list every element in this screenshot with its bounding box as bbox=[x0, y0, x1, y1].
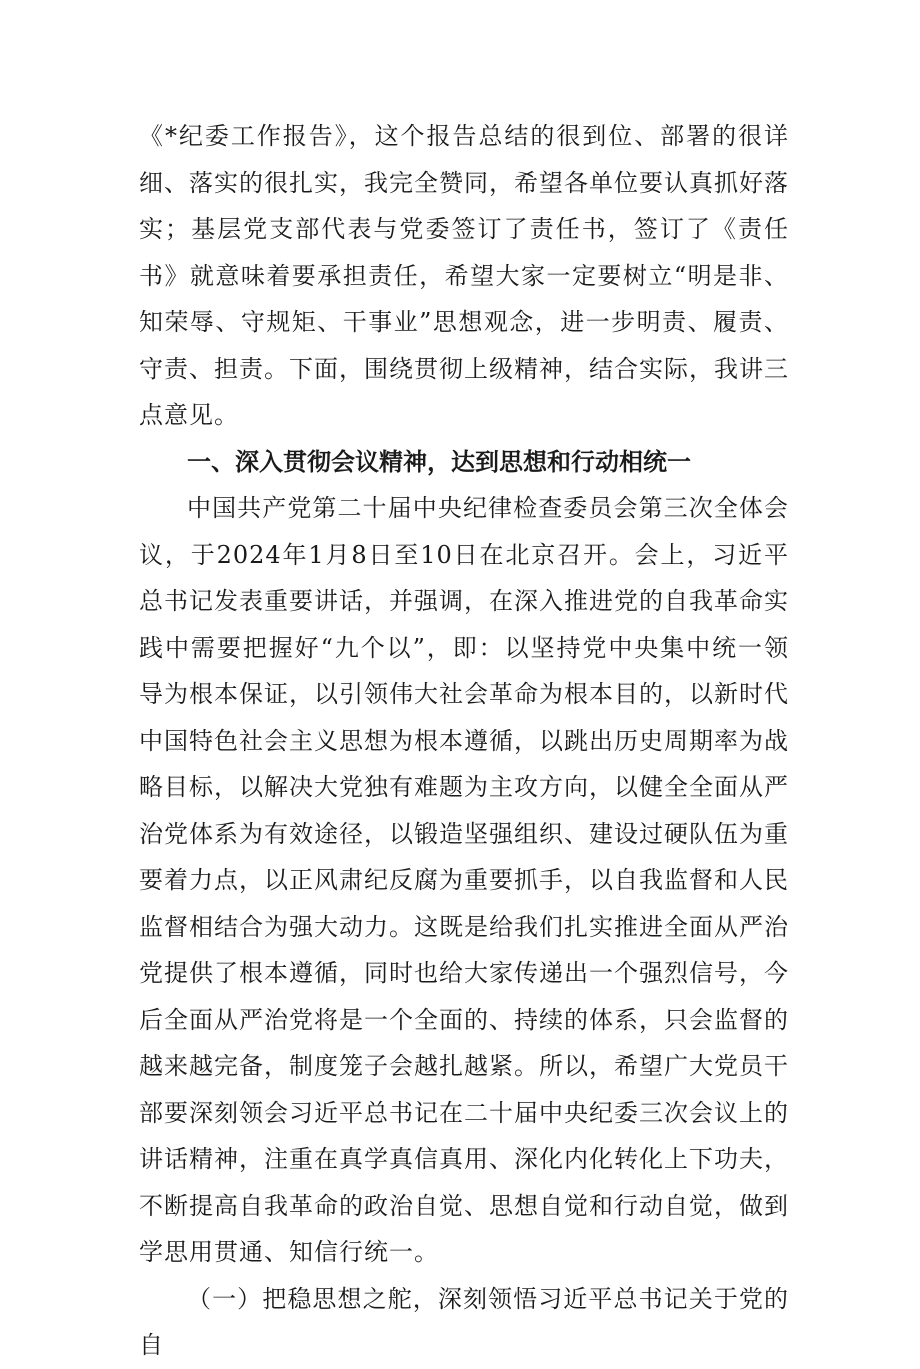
subsection-heading-one: （一）把稳思想之舵，深刻领悟习近平总书记关于党的自 bbox=[139, 1284, 789, 1359]
paragraph-meeting-summary: 中国共产党第二十届中央纪律检查委员会第三次全体会议，于2024年1月8日至10日在北京召开。会上，习近平总书记发表重要讲话，并强调，在深入推进党的自我革命实践中需要把握好“九个以”，即：以坚持党中央集中统一领导为根本保证，以引领伟大社会革命为根本目的，以新时代中国特色社会主义思想为根本遵循，以跳出历史周期率为战略目标，以解决大党独有难题为主攻方向，以健全全面从严治党体系为有效途径，以锻造坚强组织、建设过硬队伍为重要着力点，以正风肃纪反腐为重要抓手，以自我监督和人民监督相结合为强大动力。这既是给我们扎实推进全面从严治党提供了根本遵循，同时也给大家传递出一个强烈信号，今后全面从严治党将是一个全面的、持续的体系，只会监督的越来越完备，制度笼子会越扎越紧。所以，希望广大党员干部要深刻领会习近平总书记在二十届中央纪委三次会议上的讲话精神，注重在真学真信真用、深化内化转化上下功夫，不断提高自我革命的政治自觉、思想自觉和行动自觉，做到学思用贯通、知信行统一。 bbox=[139, 494, 789, 1266]
section-heading-one: 一、深入贯彻会议精神，达到思想和行动相统一 bbox=[187, 447, 691, 476]
paragraph-continuation: 《*纪委工作报告》，这个报告总结的很到位、部署的很详细、落实的很扎实，我完全赞同，希望各单位要认真抓好落实；基层党支部代表与党委签订了责任书，签订了《责任书》就意味着要承担责任，希望大家一定要树立“明是非、知荣辱、守规矩、干事业”思想观念，进一步明责、履责、守责、担责。下面，围绕贯彻上级精神，结合实际，我讲三点意见。 bbox=[139, 122, 789, 429]
document-body bbox=[139, 113, 789, 1369]
